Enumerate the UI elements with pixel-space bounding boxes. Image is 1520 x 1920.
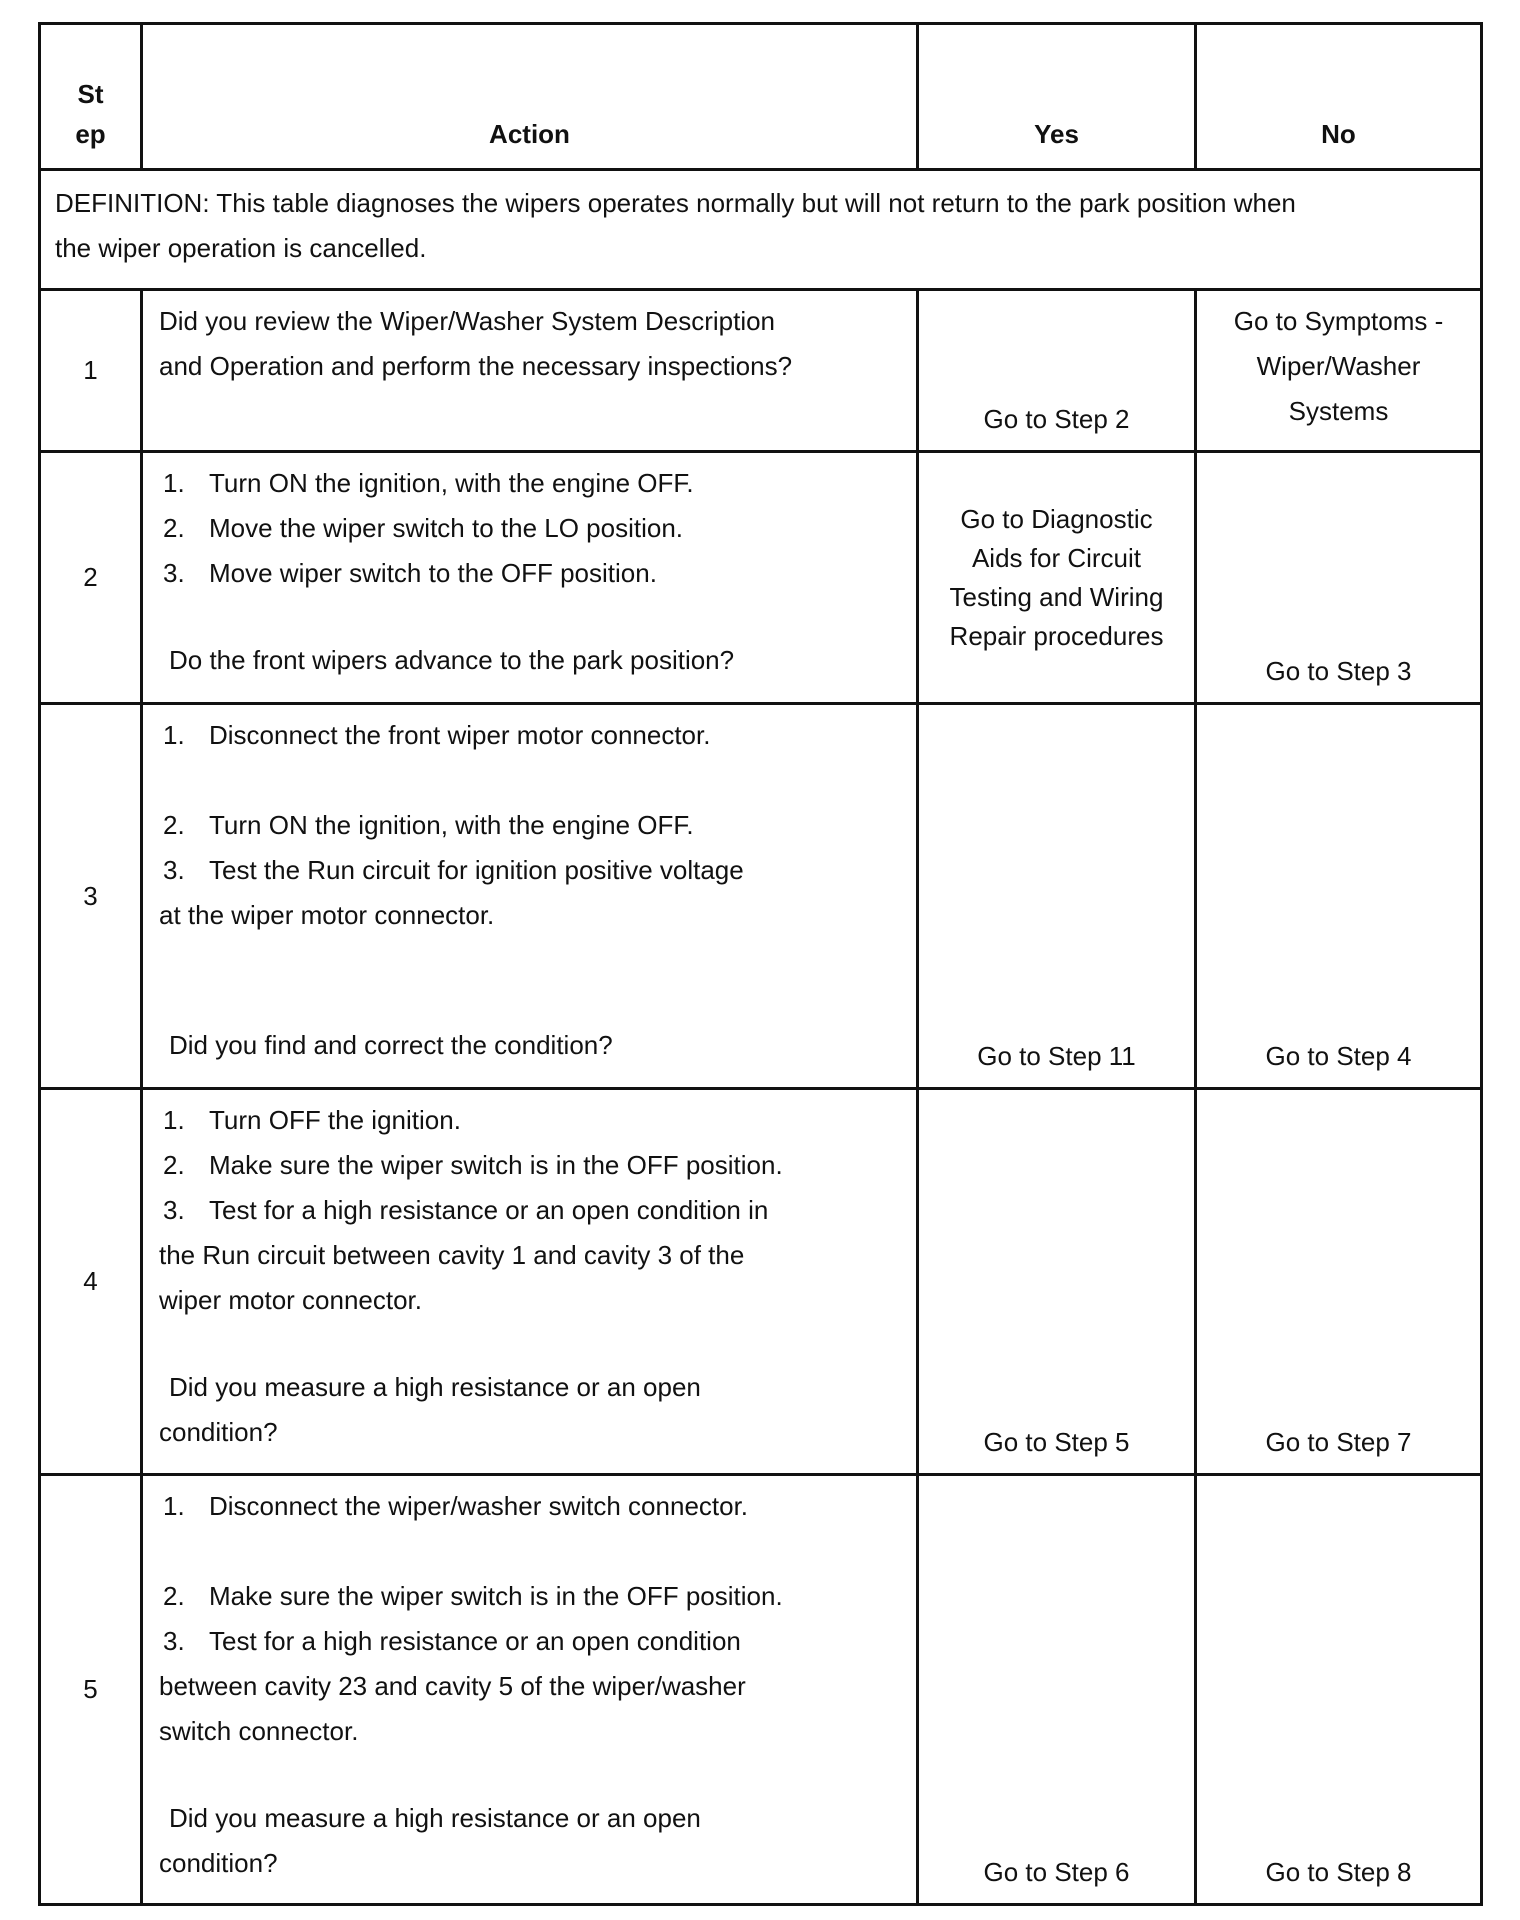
yes-result-line: Aids for Circuit: [971, 542, 1142, 573]
action-item: [159, 1098, 900, 1143]
yes-result: Go to Step 6: [983, 1857, 1130, 1887]
action-item-continued: at the wiper motor connector.: [159, 900, 495, 930]
action-line: Did you review the Wiper/Washer System Description: [159, 306, 776, 336]
no-cell: [1196, 1475, 1482, 1905]
action-question-continued: condition?: [159, 1848, 278, 1878]
header-step-line1: St: [77, 79, 104, 109]
item-text: Turn ON the ignition, with the engine OFF.: [209, 468, 694, 498]
step-number: 3: [40, 704, 142, 1089]
no-result-line: Wiper/Washer: [1256, 351, 1421, 381]
action-item: [159, 848, 900, 893]
action-line: and Operation and perform the necessary inspections?: [159, 351, 793, 381]
item-text: Test the Run circuit for ignition positive voltage: [209, 855, 744, 885]
item-number: 2.: [163, 513, 185, 543]
item-text: Turn ON the ignition, with the engine OFF.: [209, 810, 694, 840]
definition-cell: [40, 170, 1482, 290]
yes-result-line: Go to Diagnostic: [960, 503, 1153, 534]
table-row: [40, 452, 1482, 704]
definition-line-2: the wiper operation is cancelled.: [55, 233, 427, 263]
action-cell: [142, 452, 918, 704]
no-cell: [1196, 1089, 1482, 1475]
item-number: 3.: [163, 855, 185, 885]
action-question: Did you find and correct the condition?: [169, 1030, 613, 1060]
item-number: 1.: [163, 720, 185, 750]
action-cell: [142, 1475, 918, 1905]
item-text: Turn OFF the ignition.: [209, 1105, 461, 1135]
no-cell: [1196, 452, 1482, 704]
header-yes-label: Yes: [1034, 119, 1079, 149]
item-number: 1.: [163, 468, 185, 498]
item-text: Test for a high resistance or an open condition in: [209, 1195, 769, 1225]
action-item: [159, 1484, 900, 1529]
item-number: 2.: [163, 810, 185, 840]
header-step: [40, 24, 142, 170]
item-number: 3.: [163, 1195, 185, 1225]
item-text: Disconnect the wiper/washer switch connector.: [209, 1491, 749, 1521]
table-row: [40, 1089, 1482, 1475]
item-number: 3.: [163, 558, 185, 588]
action-item: [159, 1143, 900, 1188]
yes-result: Go to Step 11: [977, 1041, 1136, 1071]
no-result-line: Systems: [1288, 396, 1389, 426]
action-item: [159, 803, 900, 848]
item-number: 3.: [163, 1626, 185, 1656]
header-action: [142, 24, 918, 170]
action-cell: [142, 704, 918, 1089]
table-row: [40, 704, 1482, 1089]
yes-cell: [918, 290, 1196, 452]
step-number: 1: [40, 290, 142, 452]
action-item: [159, 713, 900, 758]
header-action-label: Action: [489, 119, 570, 149]
header-step-line2: ep: [75, 119, 106, 149]
yes-cell: [918, 452, 1196, 704]
action-item-continued: switch connector.: [159, 1716, 359, 1746]
no-cell: [1196, 290, 1482, 452]
yes-result: Go to Step 2: [983, 404, 1130, 434]
step-number: 4: [40, 1089, 142, 1475]
header-row: [40, 24, 1482, 170]
item-number: 1.: [163, 1491, 185, 1521]
definition-row: [40, 170, 1482, 290]
yes-result-line: Repair procedures: [949, 620, 1164, 651]
header-no-label: No: [1321, 119, 1356, 149]
action-cell: [142, 290, 918, 452]
yes-result: Go to Step 5: [983, 1427, 1130, 1457]
diagnostic-table: [38, 22, 1483, 1906]
yes-cell: [918, 1089, 1196, 1475]
step-number: 5: [40, 1475, 142, 1905]
action-question: Did you measure a high resistance or an open: [169, 1372, 701, 1402]
item-text: Move the wiper switch to the LO position.: [209, 513, 684, 543]
no-result: Go to Step 4: [1265, 1041, 1412, 1071]
action-item: [159, 1188, 900, 1233]
item-text: Move wiper switch to the OFF position.: [209, 558, 657, 588]
action-question: Do the front wipers advance to the park position?: [169, 645, 735, 675]
action-cell: [142, 1089, 918, 1475]
action-item-continued: wiper motor connector.: [159, 1285, 423, 1315]
action-item: [159, 461, 900, 506]
item-text: Test for a high resistance or an open condition: [209, 1626, 741, 1656]
yes-cell: [918, 1475, 1196, 1905]
item-text: Make sure the wiper switch is in the OFF position.: [209, 1150, 783, 1180]
header-no: [1196, 24, 1482, 170]
yes-result-line: Testing and Wiring: [949, 581, 1164, 612]
action-item: [159, 506, 900, 551]
table-row: [40, 1475, 1482, 1905]
item-text: Disconnect the front wiper motor connector.: [209, 720, 711, 750]
no-cell: [1196, 704, 1482, 1089]
header-yes: [918, 24, 1196, 170]
item-number: 2.: [163, 1581, 185, 1611]
yes-cell: [918, 704, 1196, 1089]
no-result-line: Go to Symptoms -: [1233, 306, 1444, 336]
action-question-continued: condition?: [159, 1417, 278, 1447]
action-item: [159, 551, 900, 596]
action-item-continued: the Run circuit between cavity 1 and cavity 3 of the: [159, 1240, 745, 1270]
no-result: Go to Step 3: [1265, 656, 1412, 686]
no-result: Go to Step 7: [1265, 1427, 1412, 1457]
action-question: Did you measure a high resistance or an open: [169, 1803, 701, 1833]
item-number: 2.: [163, 1150, 185, 1180]
table-row: [40, 290, 1482, 452]
action-item: [159, 1619, 900, 1664]
step-number: 2: [40, 452, 142, 704]
action-item-continued: between cavity 23 and cavity 5 of the wiper/washer: [159, 1671, 746, 1701]
action-item: [159, 1574, 900, 1619]
item-number: 1.: [163, 1105, 185, 1135]
diagnostic-page: [38, 22, 1480, 1906]
no-result: Go to Step 8: [1265, 1857, 1412, 1887]
item-text: Make sure the wiper switch is in the OFF position.: [209, 1581, 783, 1611]
definition-line-1: DEFINITION: This table diagnoses the wipers operates normally but will not return to the park position when: [55, 188, 1296, 218]
